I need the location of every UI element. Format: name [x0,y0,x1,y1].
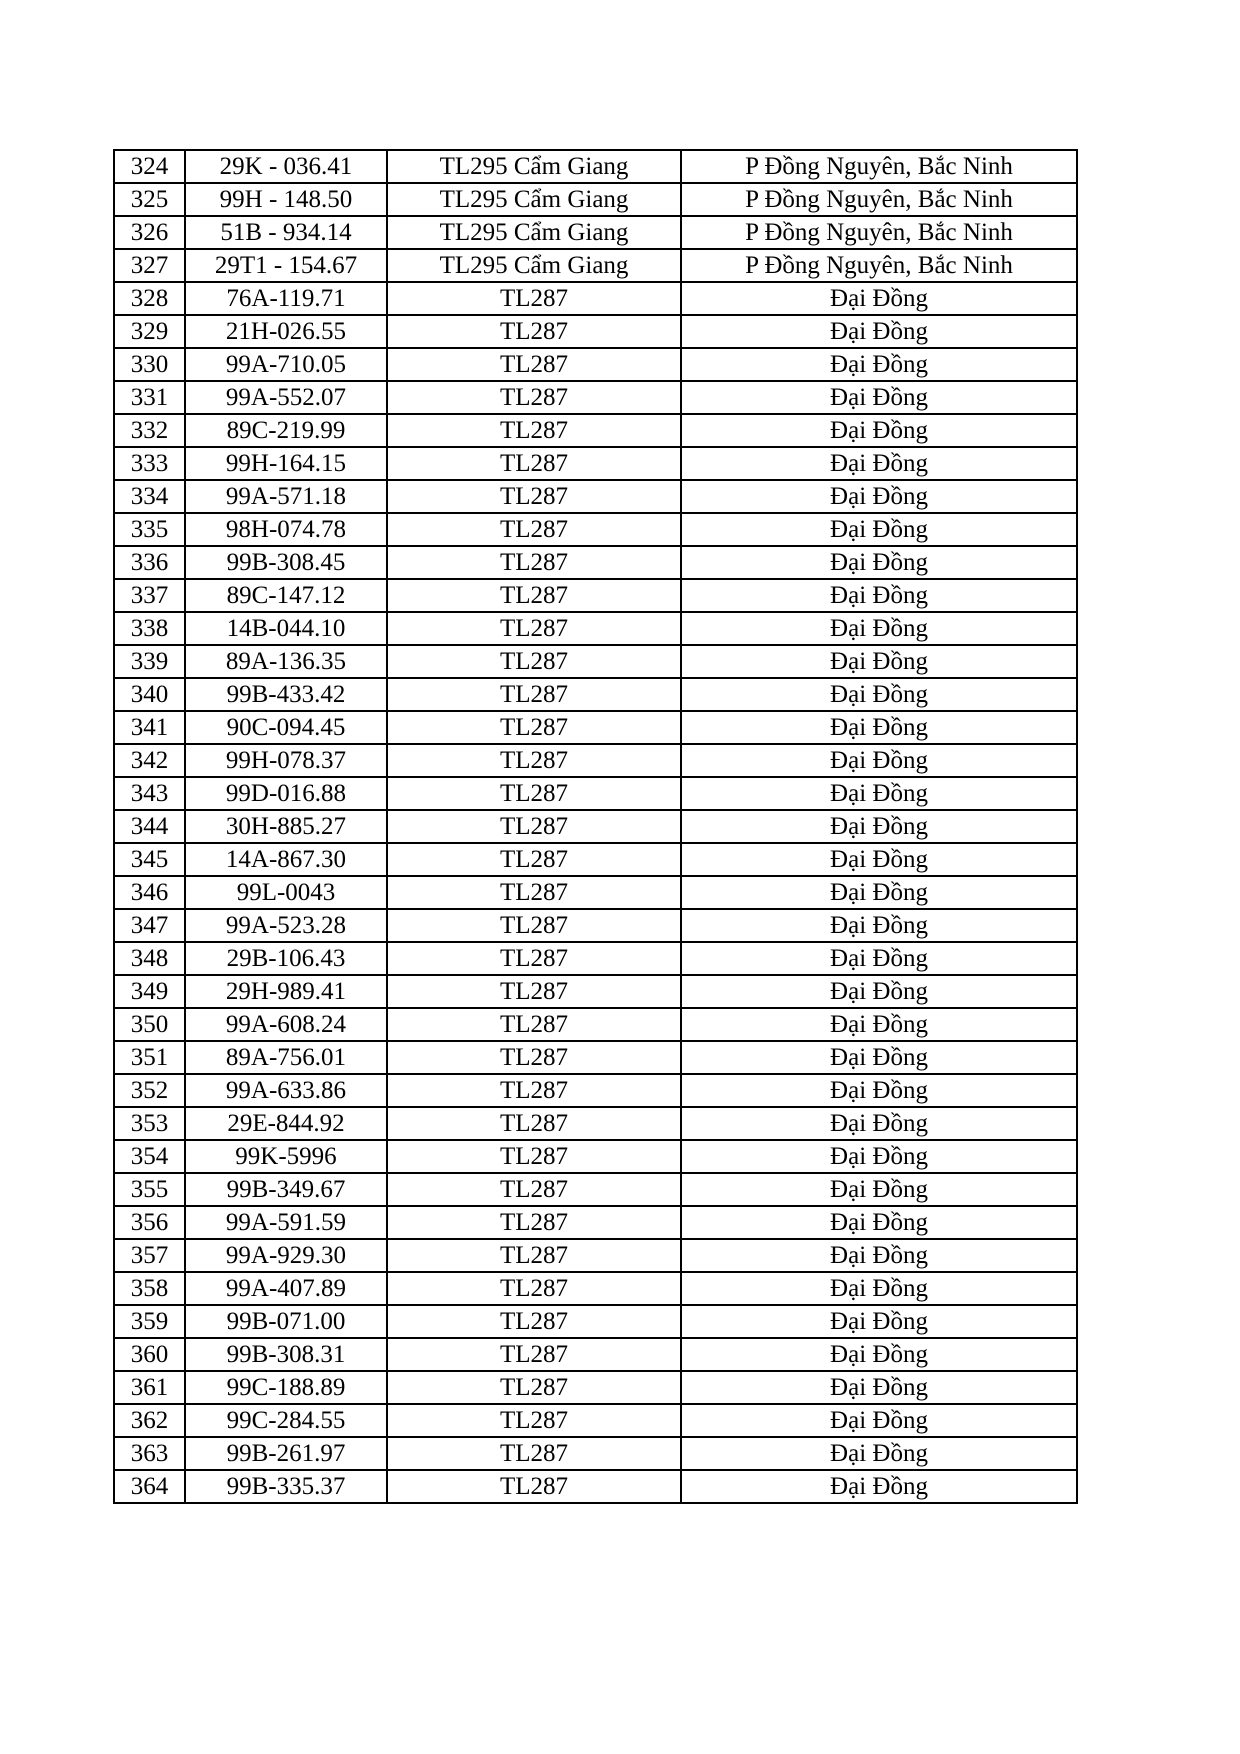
table-row [114,744,1077,777]
table-row [114,447,1077,480]
location-cell: Đại Đồng [681,546,1077,579]
row-number-cell: 358 [114,1272,185,1305]
table-row [114,315,1077,348]
route-cell: TL287 [387,1140,681,1173]
table-row [114,711,1077,744]
license-plate-cell: 76A-119.71 [185,282,387,315]
license-plate-cell: 29K - 036.41 [185,150,387,183]
location-cell: Đại Đồng [681,1107,1077,1140]
location-cell: Đại Đồng [681,282,1077,315]
row-number-cell: 328 [114,282,185,315]
location-cell: P Đồng Nguyên, Bắc Ninh [681,150,1077,183]
route-cell: TL295 Cẩm Giang [387,183,681,216]
license-plate-cell: 99B-071.00 [185,1305,387,1338]
table-row [114,1338,1077,1371]
table-row [114,612,1077,645]
row-number-cell: 353 [114,1107,185,1140]
route-cell: TL287 [387,414,681,447]
location-cell: Đại Đồng [681,810,1077,843]
location-cell: Đại Đồng [681,744,1077,777]
row-number-cell: 335 [114,513,185,546]
route-cell: TL287 [387,1041,681,1074]
location-cell: Đại Đồng [681,447,1077,480]
route-cell: TL287 [387,810,681,843]
license-plate-cell: 99B-261.97 [185,1437,387,1470]
location-cell: Đại Đồng [681,1371,1077,1404]
location-cell: Đại Đồng [681,414,1077,447]
route-cell: TL287 [387,843,681,876]
row-number-cell: 356 [114,1206,185,1239]
location-cell: Đại Đồng [681,1140,1077,1173]
route-cell: TL287 [387,711,681,744]
row-number-cell: 360 [114,1338,185,1371]
license-plate-cell: 99A-552.07 [185,381,387,414]
table-row [114,1404,1077,1437]
row-number-cell: 343 [114,777,185,810]
row-number-cell: 345 [114,843,185,876]
table-row [114,843,1077,876]
route-cell: TL287 [387,1272,681,1305]
route-cell: TL287 [387,678,681,711]
location-cell: Đại Đồng [681,315,1077,348]
location-cell: Đại Đồng [681,1239,1077,1272]
row-number-cell: 342 [114,744,185,777]
table-row [114,678,1077,711]
table-row [114,645,1077,678]
row-number-cell: 349 [114,975,185,1008]
location-cell: Đại Đồng [681,480,1077,513]
row-number-cell: 346 [114,876,185,909]
row-number-cell: 332 [114,414,185,447]
table-row [114,1140,1077,1173]
route-cell: TL287 [387,942,681,975]
table-row [114,579,1077,612]
route-cell: TL287 [387,315,681,348]
row-number-cell: 352 [114,1074,185,1107]
table-row [114,975,1077,1008]
row-number-cell: 327 [114,249,185,282]
table-row [114,1173,1077,1206]
route-cell: TL287 [387,1437,681,1470]
license-plate-cell: 89A-756.01 [185,1041,387,1074]
license-plate-cell: 29B-106.43 [185,942,387,975]
route-cell: TL287 [387,513,681,546]
table-row [114,942,1077,975]
location-cell: Đại Đồng [681,777,1077,810]
license-plate-cell: 99A-633.86 [185,1074,387,1107]
location-cell: Đại Đồng [681,381,1077,414]
license-plate-cell: 99A-608.24 [185,1008,387,1041]
location-cell: Đại Đồng [681,1074,1077,1107]
license-plate-cell: 29T1 - 154.67 [185,249,387,282]
license-plate-cell: 99D-016.88 [185,777,387,810]
row-number-cell: 331 [114,381,185,414]
table-row [114,1041,1077,1074]
table-row [114,414,1077,447]
license-plate-cell: 99C-284.55 [185,1404,387,1437]
location-cell: Đại Đồng [681,942,1077,975]
location-cell: Đại Đồng [681,645,1077,678]
route-cell: TL287 [387,1470,681,1503]
route-cell: TL287 [387,1239,681,1272]
table-row [114,810,1077,843]
table-row [114,1437,1077,1470]
route-cell: TL287 [387,1404,681,1437]
table-row [114,513,1077,546]
license-plate-cell: 89C-219.99 [185,414,387,447]
route-cell: TL287 [387,282,681,315]
license-plate-cell: 98H-074.78 [185,513,387,546]
license-plate-cell: 99B-433.42 [185,678,387,711]
location-cell: Đại Đồng [681,711,1077,744]
row-number-cell: 359 [114,1305,185,1338]
table-row [114,1008,1077,1041]
route-cell: TL287 [387,1371,681,1404]
row-number-cell: 336 [114,546,185,579]
row-number-cell: 362 [114,1404,185,1437]
license-plate-cell: 51B - 934.14 [185,216,387,249]
route-cell: TL287 [387,1338,681,1371]
license-plate-cell: 30H-885.27 [185,810,387,843]
license-plate-cell: 99C-188.89 [185,1371,387,1404]
license-plate-cell: 89C-147.12 [185,579,387,612]
location-cell: Đại Đồng [681,579,1077,612]
license-plate-cell: 99B-308.31 [185,1338,387,1371]
location-cell: Đại Đồng [681,1272,1077,1305]
table-row [114,1239,1077,1272]
license-plate-cell: 99L-0043 [185,876,387,909]
location-cell: Đại Đồng [681,1173,1077,1206]
table-row [114,1272,1077,1305]
row-number-cell: 333 [114,447,185,480]
route-cell: TL287 [387,579,681,612]
table-row [114,480,1077,513]
table-row [114,348,1077,381]
license-plate-cell: 99H-164.15 [185,447,387,480]
location-cell: Đại Đồng [681,1041,1077,1074]
row-number-cell: 347 [114,909,185,942]
license-plate-cell: 90C-094.45 [185,711,387,744]
route-cell: TL295 Cẩm Giang [387,150,681,183]
row-number-cell: 340 [114,678,185,711]
license-plate-cell: 99B-349.67 [185,1173,387,1206]
route-cell: TL287 [387,777,681,810]
table-row [114,876,1077,909]
table-row [114,249,1077,282]
row-number-cell: 330 [114,348,185,381]
route-cell: TL287 [387,744,681,777]
license-plate-cell: 14A-867.30 [185,843,387,876]
row-number-cell: 355 [114,1173,185,1206]
route-cell: TL287 [387,480,681,513]
route-cell: TL287 [387,546,681,579]
location-cell: Đại Đồng [681,678,1077,711]
table-row [114,1206,1077,1239]
route-cell: TL287 [387,348,681,381]
table-row [114,282,1077,315]
table-row [114,381,1077,414]
route-cell: TL287 [387,1008,681,1041]
row-number-cell: 334 [114,480,185,513]
route-cell: TL287 [387,909,681,942]
license-plate-cell: 99A-710.05 [185,348,387,381]
location-cell: Đại Đồng [681,843,1077,876]
row-number-cell: 348 [114,942,185,975]
location-cell: P Đồng Nguyên, Bắc Ninh [681,249,1077,282]
route-cell: TL287 [387,1206,681,1239]
row-number-cell: 324 [114,150,185,183]
route-cell: TL287 [387,1074,681,1107]
license-plate-cell: 29H-989.41 [185,975,387,1008]
row-number-cell: 344 [114,810,185,843]
table-row [114,546,1077,579]
route-cell: TL287 [387,1107,681,1140]
location-cell: Đại Đồng [681,975,1077,1008]
license-plate-cell: 14B-044.10 [185,612,387,645]
route-cell: TL287 [387,612,681,645]
location-cell: Đại Đồng [681,1470,1077,1503]
location-cell: P Đồng Nguyên, Bắc Ninh [681,183,1077,216]
route-cell: TL287 [387,447,681,480]
location-cell: Đại Đồng [681,876,1077,909]
row-number-cell: 363 [114,1437,185,1470]
license-plate-cell: 99A-407.89 [185,1272,387,1305]
table-row [114,150,1077,183]
table-body [114,150,1077,1503]
license-plate-cell: 99B-335.37 [185,1470,387,1503]
location-cell: P Đồng Nguyên, Bắc Ninh [681,216,1077,249]
row-number-cell: 341 [114,711,185,744]
route-cell: TL295 Cẩm Giang [387,249,681,282]
row-number-cell: 338 [114,612,185,645]
license-plate-cell: 89A-136.35 [185,645,387,678]
location-cell: Đại Đồng [681,1437,1077,1470]
license-plate-cell: 99A-591.59 [185,1206,387,1239]
route-cell: TL287 [387,1305,681,1338]
license-plate-cell: 99K-5996 [185,1140,387,1173]
location-cell: Đại Đồng [681,1305,1077,1338]
row-number-cell: 357 [114,1239,185,1272]
table-row [114,1107,1077,1140]
row-number-cell: 351 [114,1041,185,1074]
route-cell: TL295 Cẩm Giang [387,216,681,249]
row-number-cell: 350 [114,1008,185,1041]
row-number-cell: 361 [114,1371,185,1404]
row-number-cell: 337 [114,579,185,612]
location-cell: Đại Đồng [681,1338,1077,1371]
license-plate-cell: 21H-026.55 [185,315,387,348]
row-number-cell: 339 [114,645,185,678]
table-row [114,777,1077,810]
license-plate-cell: 99H-078.37 [185,744,387,777]
location-cell: Đại Đồng [681,1404,1077,1437]
license-plate-cell: 99A-523.28 [185,909,387,942]
location-cell: Đại Đồng [681,1206,1077,1239]
vehicle-violation-table [113,149,1078,1504]
location-cell: Đại Đồng [681,1008,1077,1041]
table-row [114,1371,1077,1404]
table-row [114,216,1077,249]
license-plate-cell: 99B-308.45 [185,546,387,579]
route-cell: TL287 [387,381,681,414]
row-number-cell: 329 [114,315,185,348]
table-row [114,1305,1077,1338]
route-cell: TL287 [387,645,681,678]
row-number-cell: 326 [114,216,185,249]
row-number-cell: 364 [114,1470,185,1503]
license-plate-cell: 99H - 148.50 [185,183,387,216]
row-number-cell: 354 [114,1140,185,1173]
license-plate-cell: 29E-844.92 [185,1107,387,1140]
table-row [114,183,1077,216]
location-cell: Đại Đồng [681,909,1077,942]
location-cell: Đại Đồng [681,612,1077,645]
license-plate-cell: 99A-929.30 [185,1239,387,1272]
table-row [114,1470,1077,1503]
route-cell: TL287 [387,975,681,1008]
license-plate-cell: 99A-571.18 [185,480,387,513]
route-cell: TL287 [387,1173,681,1206]
location-cell: Đại Đồng [681,513,1077,546]
route-cell: TL287 [387,876,681,909]
table-row [114,1074,1077,1107]
location-cell: Đại Đồng [681,348,1077,381]
table-row [114,909,1077,942]
row-number-cell: 325 [114,183,185,216]
